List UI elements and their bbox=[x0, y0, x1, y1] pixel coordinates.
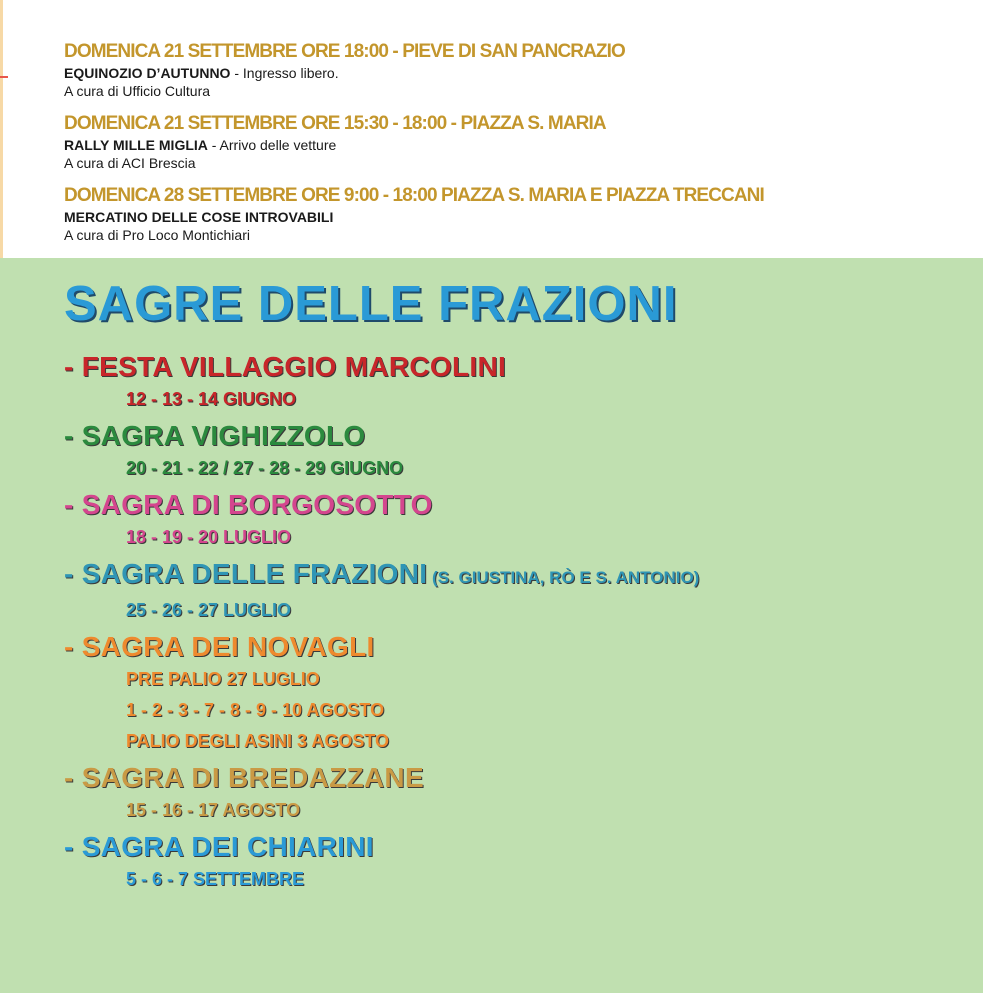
sagre-list bbox=[64, 350, 974, 899]
sagra-item bbox=[64, 419, 974, 484]
event-curator: A cura di Pro Loco Montichiari bbox=[64, 227, 250, 243]
sagra-date: PALIO DEGLI ASINI 3 AGOSTO bbox=[126, 731, 390, 751]
event-description bbox=[64, 136, 964, 154]
sagra-name bbox=[64, 630, 974, 664]
sagra-date: 18 - 19 - 20 LUGLIO bbox=[126, 527, 292, 547]
sagra-item bbox=[64, 761, 974, 826]
sagra-item bbox=[64, 350, 974, 415]
sagra-name-text: - SAGRA DI BORGOSOTTO bbox=[64, 489, 433, 520]
sagra-name bbox=[64, 830, 974, 864]
event-curator: A cura di Ufficio Cultura bbox=[64, 83, 211, 99]
sagra-name-text: - FESTA VILLAGGIO MARCOLINI bbox=[64, 351, 507, 382]
event-item bbox=[64, 184, 964, 245]
event-description bbox=[64, 64, 964, 82]
event-title: EQUINOZIO D’AUTUNNO bbox=[64, 65, 231, 81]
sagra-note: (S. GIUSTINA, RÒ E S. ANTONIO) bbox=[427, 568, 700, 587]
sagra-name-text: - SAGRA DELLE FRAZIONI bbox=[64, 558, 428, 589]
event-detail: - Ingresso libero. bbox=[230, 65, 339, 81]
sagra-name bbox=[64, 419, 974, 453]
sagra-name-text: - SAGRA DI BREDAZZANE bbox=[64, 762, 424, 793]
sagra-date: 15 - 16 - 17 AGOSTO bbox=[126, 800, 301, 820]
crop-mark bbox=[0, 76, 8, 78]
sagra-name-text: - SAGRA DEI NOVAGLI bbox=[64, 631, 375, 662]
sagra-date: 25 - 26 - 27 LUGLIO bbox=[126, 600, 292, 620]
event-curator: A cura di ACI Brescia bbox=[64, 155, 196, 171]
event-heading: DOMENICA 21 SETTEMBRE ORE 18:00 - PIEVE DI SAN PANCRAZIO bbox=[64, 41, 625, 62]
sagra-name bbox=[64, 761, 974, 795]
sagre-title-part1: SAGRE DELLE bbox=[64, 277, 439, 331]
sagra-item bbox=[64, 557, 974, 626]
sagra-name bbox=[64, 488, 974, 522]
sagra-item bbox=[64, 488, 974, 553]
sagra-name-text: - SAGRA VIGHIZZOLO bbox=[64, 420, 366, 451]
event-item bbox=[64, 112, 964, 173]
sagra-item bbox=[64, 830, 974, 895]
event-detail: - Arrivo delle vetture bbox=[207, 137, 337, 153]
sagra-date: 12 - 13 - 14 GIUGNO bbox=[126, 389, 297, 409]
events-list bbox=[64, 40, 964, 256]
sagra-name bbox=[64, 557, 974, 595]
event-title: RALLY MILLE MIGLIA bbox=[64, 137, 208, 153]
sagra-name-text: - SAGRA DEI CHIARINI bbox=[64, 831, 374, 862]
event-item bbox=[64, 40, 964, 101]
event-heading: DOMENICA 28 SETTEMBRE ORE 9:00 - 18:00 PIAZZA S. MARIA E PIAZZA TRECCANI bbox=[64, 185, 764, 206]
sagra-date: 5 - 6 - 7 SETTEMBRE bbox=[126, 869, 305, 889]
event-heading: DOMENICA 21 SETTEMBRE ORE 15:30 - 18:00 - PIAZZA S. MARIA bbox=[64, 113, 606, 134]
sagra-date: PRE PALIO 27 LUGLIO bbox=[126, 669, 320, 689]
event-title: MERCATINO DELLE COSE INTROVABILI bbox=[64, 209, 334, 225]
sagra-date: 20 - 21 - 22 / 27 - 28 - 29 GIUGNO bbox=[126, 458, 404, 478]
event-description bbox=[64, 208, 964, 226]
sagre-title-part2: FRAZIONI bbox=[438, 277, 678, 331]
sagre-panel bbox=[0, 258, 983, 993]
sagra-date: 1 - 2 - 3 - 7 - 8 - 9 - 10 AGOSTO bbox=[126, 700, 385, 720]
sagra-item bbox=[64, 630, 974, 757]
sagre-title bbox=[64, 276, 677, 332]
sagra-name bbox=[64, 350, 974, 384]
